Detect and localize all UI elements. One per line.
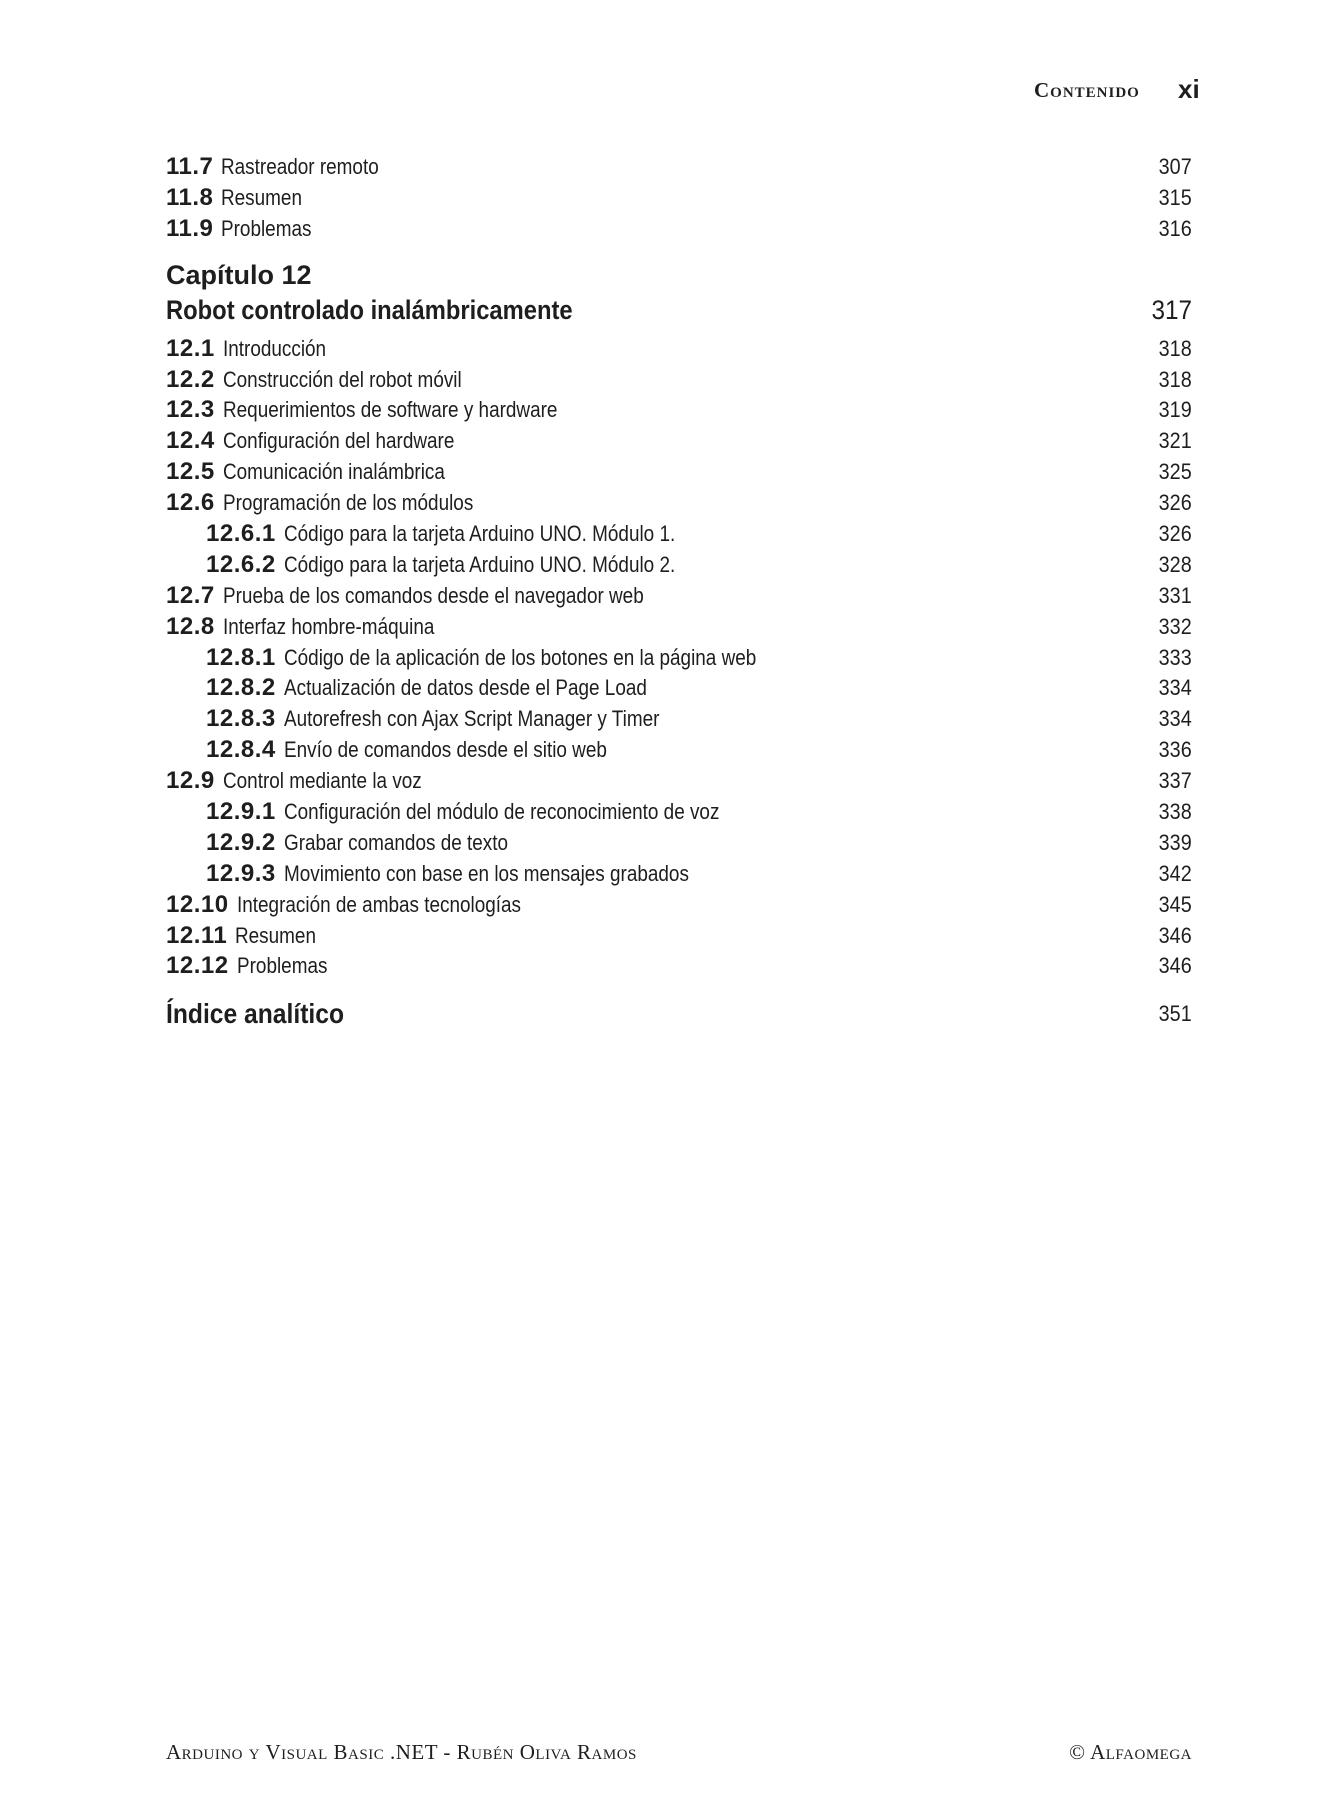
toc-entry-page: 307 [1158,154,1192,179]
toc-section-11-entries [166,152,1192,245]
toc-entry-page: 339 [1158,829,1192,855]
toc-entry-number: 12.9.1 [206,798,276,826]
page-number: xi [1178,74,1200,104]
toc-entry[interactable] [166,334,1192,365]
toc-entry-label: Requerimientos de software y hardware [222,397,558,423]
toc-entry-label: Construcción del robot móvil [222,366,462,392]
toc-entry-label: Problemas [221,215,312,241]
toc-entry-label: Movimiento con base en los mensajes grabados [283,860,689,886]
toc-entry-label: Rastreador remoto [221,154,380,179]
toc-entry[interactable] [166,488,1192,519]
toc-entry-number: 12.6 [166,489,215,517]
toc-entry-label: Interfaz hombre-máquina [222,613,435,639]
toc-entry[interactable] [166,581,1192,612]
toc-entry-page: 346 [1158,922,1192,948]
toc-entry[interactable] [166,365,1192,396]
toc-entry[interactable] [166,673,1192,704]
toc-entry[interactable] [166,735,1192,766]
index-page-number: 351 [1158,1001,1192,1027]
toc-entry-page: 342 [1158,860,1192,886]
toc-entry-page: 334 [1158,675,1192,701]
footer-book-title: Arduino y Visual Basic .NET - Rubén Oliva Ramos [166,1740,637,1764]
toc-entry-page: 321 [1158,428,1192,454]
toc-entry-page: 338 [1158,799,1192,825]
toc-entry-number: 12.10 [166,890,229,918]
toc-entry-page: 337 [1158,768,1192,794]
toc-entry-page: 328 [1158,551,1192,577]
toc-entry-number: 12.8.2 [206,674,276,702]
toc-entry[interactable] [166,395,1192,426]
toc-entry[interactable] [166,183,1192,214]
toc-entry-number: 12.6.1 [206,520,276,548]
toc-entry-page: 326 [1158,521,1192,547]
toc-entry-label: Actualización de datos desde el Page Load [283,675,647,701]
toc-entry-label: Resumen [221,184,303,210]
toc-entry-page: 334 [1158,706,1192,732]
toc-entry-number: 12.6.2 [206,550,276,578]
toc-entry[interactable] [166,766,1192,797]
toc-entry-label: Prueba de los comandos desde el navegador web [222,582,644,608]
chapter-title: Robot controlado inalámbricamente [166,294,573,325]
toc-entry-number: 12.11 [166,921,228,949]
toc-entry-label: Código para la tarjeta Arduino UNO. Módulo 1. [283,521,675,547]
toc-entry-number: 12.5 [166,458,215,486]
toc-entry-page: 346 [1158,953,1192,979]
toc-entry-label: Integración de ambas tecnologías [236,891,521,917]
toc-entry-page: 319 [1158,397,1192,423]
toc-entry-number: 11.7 [166,153,214,180]
toc-entry-page: 318 [1158,366,1192,392]
toc-entry-number: 12.3 [166,396,215,424]
index-title: Índice analítico [166,998,345,1030]
running-title: Contenido [1034,78,1140,102]
toc-entry-page: 331 [1158,582,1192,608]
toc-entry-page: 315 [1158,184,1192,210]
toc-entry-label: Resumen [235,922,317,948]
toc-entry-number: 12.8.1 [206,643,276,671]
toc-entry[interactable] [166,550,1192,581]
toc-entry-label: Problemas [236,953,327,979]
toc-entry[interactable] [166,214,1192,245]
toc-chapter-12-entries [166,334,1192,983]
toc-entry-page: 325 [1158,459,1192,485]
toc-entry-number: 12.9.2 [206,828,276,856]
toc-entry-page: 345 [1158,891,1192,917]
toc-entry-number: 12.8 [166,612,215,640]
toc-entry[interactable] [166,828,1192,859]
toc-entry[interactable] [166,797,1192,828]
toc-entry-number: 12.9 [166,767,215,795]
footer-publisher: © Alfaomega [1069,1740,1192,1764]
toc-entry-label: Configuración del módulo de reconocimiento de voz [283,799,720,825]
toc-entry-number: 12.9.3 [206,859,276,887]
toc-entry-page: 332 [1158,613,1192,639]
toc-entry-page: 333 [1158,644,1192,670]
toc-entry[interactable] [166,643,1192,674]
toc-entry-label: Introducción [222,335,326,361]
toc-entry-label: Envío de comandos desde el sitio web [283,737,607,763]
toc-entry-number: 12.8.3 [206,705,276,733]
toc-entry[interactable] [166,890,1192,921]
table-of-contents [166,152,1192,1034]
toc-entry[interactable] [166,951,1192,982]
toc-entry-label: Grabar comandos de texto [283,829,508,855]
toc-entry-number: 11.9 [166,214,214,242]
chapter-heading [166,258,1192,328]
chapter-page-number: 317 [1151,294,1192,325]
toc-entry-label: Autorefresh con Ajax Script Manager y Timer [283,706,660,732]
toc-entry-label: Comunicación inalámbrica [222,459,445,485]
toc-entry-label: Código de la aplicación de los botones en la página web [283,644,757,670]
toc-entry[interactable] [166,152,1192,183]
toc-entry-number: 12.12 [166,952,229,980]
chapter-label: Capítulo 12 [166,259,312,290]
toc-entry-number: 12.1 [166,334,215,362]
toc-entry-label: Configuración del hardware [222,428,455,454]
index-entry[interactable] [166,994,1192,1034]
toc-entry[interactable] [166,921,1192,952]
toc-entry-page: 318 [1158,335,1192,361]
toc-entry[interactable] [166,612,1192,643]
chapter-title-row[interactable] [166,292,1192,328]
toc-entry-label: Programación de los módulos [222,490,474,516]
toc-entry-number: 12.7 [166,581,215,609]
toc-entry-label: Código para la tarjeta Arduino UNO. Módulo 2. [283,551,675,577]
toc-entry-label: Control mediante la voz [222,768,422,794]
toc-entry[interactable] [166,704,1192,735]
toc-entry[interactable] [166,426,1192,457]
toc-entry-page: 316 [1158,215,1192,241]
toc-entry[interactable] [166,859,1192,890]
toc-entry-number: 11.8 [166,183,214,211]
toc-entry-page: 326 [1158,490,1192,516]
toc-entry-number: 12.8.4 [206,736,276,764]
toc-entry-page: 336 [1158,737,1192,763]
toc-entry[interactable] [166,519,1192,550]
toc-entry[interactable] [166,457,1192,488]
toc-entry-number: 12.2 [166,365,215,393]
toc-entry-number: 12.4 [166,427,215,455]
